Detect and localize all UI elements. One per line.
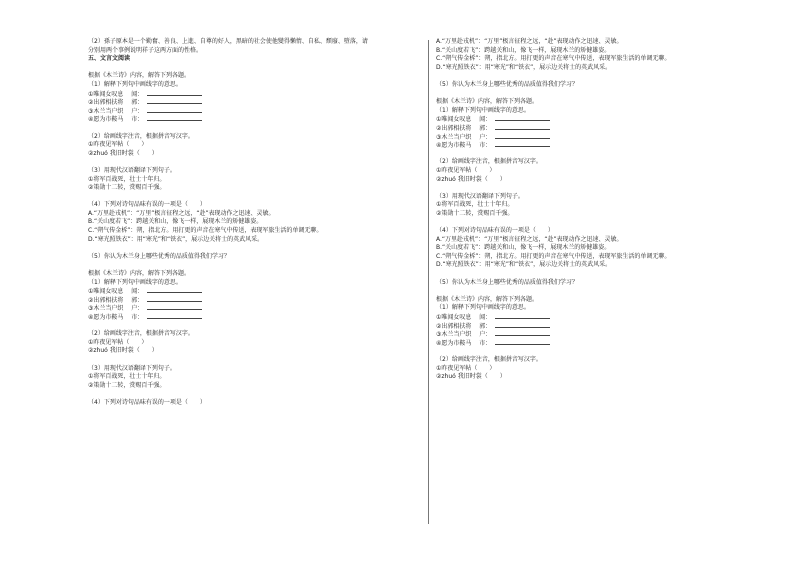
line-text: （2）孫子原本是一个勤奮、善良、上進、自尊的好人，黑暗的社会使他變得懶惰、自私、頹廢、墮落，请 <box>88 38 368 45</box>
question-line <box>88 184 418 193</box>
line-text: ④愿为市鞍马 市： <box>88 314 144 321</box>
question-line <box>88 227 418 236</box>
question-line <box>436 261 766 270</box>
answer-blank[interactable] <box>147 304 202 310</box>
line-text: （2）给画线字注音，根据拼音写汉字。 <box>436 158 542 166</box>
question-line <box>88 296 418 305</box>
line-text: （5）你认为木兰身上哪些优秀的品质值得我们学习？ <box>88 252 230 260</box>
question-line <box>88 133 418 142</box>
blank-line <box>436 270 766 279</box>
line-text: （1）解释下列句中画线字的意思。 <box>436 304 530 312</box>
answer-blank[interactable] <box>495 339 550 345</box>
question-line <box>436 141 766 150</box>
line-text: B.“关山度若飞”：跨越关和山，像飞一样，展现木兰的矫健雄姿。 <box>88 218 263 226</box>
line-text: D.“寒光照铁衣”：用“寒光”和“铁衣”，展示边关将士的英武风采。 <box>436 261 612 269</box>
question-line <box>436 236 766 245</box>
question-line <box>436 158 766 167</box>
line-text: C.“朔气传金柝”：朔，指北方。用打更的声音在寒气中传送，表现军旅生活的单调无聊。 <box>88 227 323 235</box>
line-text: ④愿为市鞍马 市： <box>88 116 144 124</box>
line-text: ①将军百战死，壮士十年归。 <box>88 373 166 381</box>
line-text: ②zhuó 我旧时裳（ ） <box>436 373 506 381</box>
answer-blank[interactable] <box>147 90 202 96</box>
question-line <box>436 322 766 331</box>
line-text: ②出郭相扶将 郭： <box>88 296 144 304</box>
question-line <box>88 304 418 313</box>
line-text: （3）用现代汉语翻译下列句子。 <box>88 166 176 174</box>
line-text: D.“寒光照铁衣”：用“寒光”和“铁衣”，展示边关将士的英武风采。 <box>88 235 264 243</box>
line-text: ③木兰当户织 户： <box>88 107 144 115</box>
line-text: ①昨夜见军帖（ ） <box>88 338 148 346</box>
blank-line <box>436 347 766 356</box>
answer-blank[interactable] <box>495 141 550 147</box>
line-text: ③木兰当户织 户： <box>436 133 492 141</box>
question-line <box>436 107 766 116</box>
question-line <box>88 330 418 339</box>
line-text: B.“关山度若飞”：跨越关和山，像飞一样，展现木兰的矫健雄姿。 <box>436 244 611 252</box>
question-line <box>88 81 418 90</box>
question-line <box>88 90 418 99</box>
question-line <box>436 167 766 176</box>
blank-line <box>88 356 418 365</box>
line-text: ①昨夜见军帖（ ） <box>436 364 496 372</box>
line-text: 根据《木兰诗》内容，解答下列各题。 <box>88 72 191 80</box>
line-text: 根据《木兰诗》内容，解答下列各题。 <box>436 98 539 106</box>
question-line <box>436 365 766 374</box>
answer-blank[interactable] <box>495 313 550 319</box>
blank-line <box>436 218 766 227</box>
blank-line <box>436 90 766 99</box>
answer-blank[interactable] <box>495 133 550 139</box>
question-line <box>88 107 418 116</box>
line-text: （3）用现代汉语翻译下列句子。 <box>88 364 176 372</box>
question-line <box>436 244 766 253</box>
blank-line <box>436 287 766 296</box>
question-line <box>88 373 418 382</box>
blank-line <box>88 244 418 253</box>
line-text: ②策勋十二转，赏赐百千强。 <box>88 184 166 192</box>
line-text: ①将军百战死，壮士十年归。 <box>436 201 514 209</box>
question-line <box>88 236 418 245</box>
question-line <box>436 201 766 210</box>
question-line <box>436 81 766 90</box>
question-line <box>436 176 766 185</box>
line-text: （1）解释下列句中画线字的意思。 <box>88 278 182 286</box>
line-text: （4）下列对诗句品味有误的一项是（ ） <box>436 227 554 235</box>
question-line <box>436 210 766 219</box>
line-text: （5）你认为木兰身上哪些优秀的品质值得我们学习？ <box>436 278 578 286</box>
question-line <box>436 227 766 236</box>
answer-blank[interactable] <box>147 287 202 293</box>
line-text: ④愿为市鞍马 市： <box>436 339 492 347</box>
blank-line <box>436 72 766 81</box>
line-text: ②zhuó 我旧时裳（ ） <box>88 149 158 157</box>
left-column <box>88 38 418 408</box>
line-text: 根据《木兰诗》内容，解答下列各题。 <box>436 295 539 303</box>
line-text: ①昨夜见军帖（ ） <box>436 166 496 174</box>
answer-blank[interactable] <box>495 115 550 121</box>
answer-blank[interactable] <box>147 296 202 302</box>
line-text: （2）给画线字注音，根据拼音写汉字。 <box>88 330 194 338</box>
line-text: ①昨夜见军帖（ ） <box>88 141 148 149</box>
question-line <box>88 47 418 56</box>
line-text: A.“万里赴戎机”：“万里”极言征程之远，“赴”表现动作之迅速、灵敏。 <box>88 209 275 217</box>
line-text: （3）用现代汉语翻译下列句子。 <box>436 192 524 200</box>
question-line <box>88 218 418 227</box>
blank-line <box>88 390 418 399</box>
question-line <box>88 347 418 356</box>
line-text: ①唯闻女叹息 闻： <box>436 314 492 321</box>
blank-line <box>88 124 418 133</box>
question-line <box>88 141 418 150</box>
blank-line <box>88 193 418 202</box>
line-text: C.“朔气传金柝”：朔，指北方。用打更的声音在寒气中传送，表现军旅生活的单调无聊。 <box>436 55 671 63</box>
question-line <box>88 201 418 210</box>
question-line <box>88 279 418 288</box>
question-line <box>88 382 418 391</box>
question-line <box>436 38 766 47</box>
line-text: ②出郭相扶将 郭： <box>88 99 144 107</box>
question-line <box>436 47 766 56</box>
answer-blank[interactable] <box>147 313 202 319</box>
question-line <box>436 133 766 142</box>
answer-blank[interactable] <box>147 98 202 104</box>
answer-blank[interactable] <box>495 330 550 336</box>
line-text: （1）解释下列句中画线字的意思。 <box>436 106 530 114</box>
question-line <box>436 124 766 133</box>
line-text: B.“关山度若飞”：跨越关和山，像飞一样，展现木兰的矫健雄姿。 <box>436 46 611 54</box>
right-column <box>436 38 766 382</box>
question-line <box>88 399 418 408</box>
line-text: ②zhuó 我旧时裳（ ） <box>436 175 506 183</box>
question-line <box>88 313 418 322</box>
question-line <box>88 38 418 47</box>
line-text: （2）给画线字注音，根据拼音写汉字。 <box>88 132 194 140</box>
question-line <box>88 150 418 159</box>
question-line <box>436 339 766 348</box>
question-line <box>88 365 418 374</box>
question-line <box>88 115 418 124</box>
line-text: A.“万里赴戎机”：“万里”极言征程之远，“赴”表现动作之迅速、灵敏。 <box>436 38 623 45</box>
question-line <box>436 193 766 202</box>
question-line <box>88 167 418 176</box>
section-heading <box>88 55 418 64</box>
question-line <box>436 313 766 322</box>
question-line <box>88 72 418 81</box>
answer-blank[interactable] <box>495 322 550 328</box>
line-text: 分别用两个事例说明祥子这两方面的性格。 <box>88 46 203 54</box>
question-line <box>436 115 766 124</box>
question-line <box>436 98 766 107</box>
line-text: ②策勋十二转，赏赐百千强。 <box>88 381 166 389</box>
question-line <box>88 270 418 279</box>
answer-blank[interactable] <box>147 115 202 121</box>
column-divider <box>428 40 429 524</box>
line-text: ④愿为市鞍马 市： <box>436 142 492 150</box>
blank-line <box>88 261 418 270</box>
question-line <box>436 279 766 288</box>
line-text: ①唯闻女叹息 闻： <box>88 288 144 296</box>
question-line <box>436 356 766 365</box>
line-text: ②zhuó 我旧时裳（ ） <box>88 347 158 355</box>
line-text: D.“寒光照铁衣”：用“寒光”和“铁衣”，展示边关将士的英武风采。 <box>436 63 612 71</box>
line-text: ②出郭相扶将 郭： <box>436 322 492 330</box>
line-text: （1）解释下列句中画线字的意思。 <box>88 80 182 88</box>
line-text: 五、文言文阅读 <box>88 55 131 63</box>
line-text: ①将军百战死，壮士十年归。 <box>88 175 166 183</box>
question-line <box>88 98 418 107</box>
answer-blank[interactable] <box>147 107 202 113</box>
line-text: ①唯闻女叹息 闻： <box>88 90 144 98</box>
question-line <box>436 64 766 73</box>
line-text: ①唯闻女叹息 闻： <box>436 116 492 124</box>
question-line <box>88 176 418 185</box>
line-text: ③木兰当户织 户： <box>436 331 492 339</box>
question-line <box>88 287 418 296</box>
question-line <box>88 253 418 262</box>
blank-line <box>436 184 766 193</box>
line-text: （5）你认为木兰身上哪些优秀的品质值得我们学习？ <box>436 80 578 88</box>
blank-line <box>88 158 418 167</box>
answer-blank[interactable] <box>495 124 550 130</box>
line-text: C.“朔气传金柝”：朔，指北方。用打更的声音在寒气中传送，表现军旅生活的单调无聊。 <box>436 252 671 260</box>
line-text: （4）下列对诗句品味有误的一项是（ ） <box>88 398 206 406</box>
line-text: ③木兰当户织 户： <box>88 305 144 313</box>
question-line <box>436 304 766 313</box>
line-text: （4）下列对诗句品味有误的一项是（ ） <box>88 201 206 209</box>
question-line <box>436 55 766 64</box>
line-text: （2）给画线字注音，根据拼音写汉字。 <box>436 355 542 363</box>
question-line <box>436 373 766 382</box>
line-text: 根据《木兰诗》内容，解答下列各题。 <box>88 270 191 278</box>
blank-line <box>88 322 418 331</box>
line-text: ②出郭相扶将 郭： <box>436 124 492 132</box>
question-line <box>436 330 766 339</box>
line-text: A.“万里赴戎机”：“万里”极言征程之远，“赴”表现动作之迅速、灵敏。 <box>436 235 623 243</box>
line-text: ②策勋十二转，赏赐百千强。 <box>436 209 514 217</box>
